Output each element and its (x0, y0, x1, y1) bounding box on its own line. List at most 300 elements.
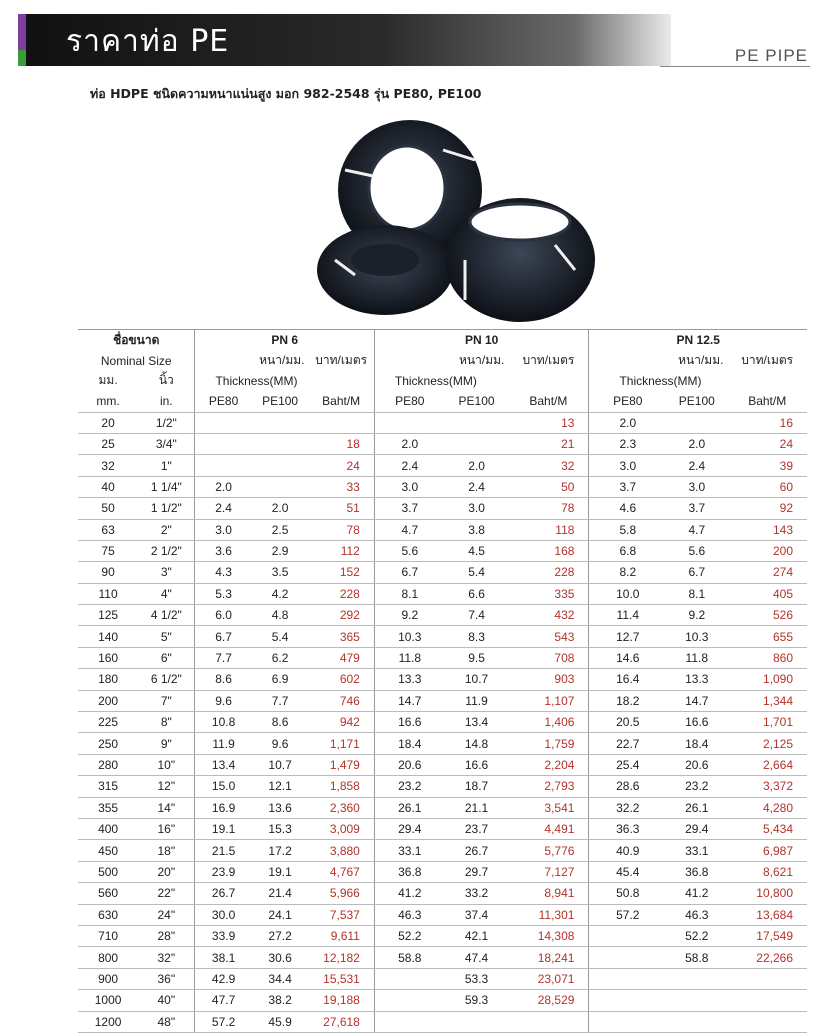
pn10-pe80-cell: 13.3 (374, 669, 444, 690)
pn125-pe100-cell: 52.2 (666, 925, 727, 946)
pn6-pe100-cell (252, 476, 309, 497)
pn10-pe80-cell: 46.3 (374, 904, 444, 925)
pn6-price-cell: 3,880 (308, 840, 374, 861)
size-inch-cell: 20" (138, 861, 195, 882)
pn10-price-cell: 1,107 (508, 690, 589, 711)
pn6-pe100-cell: 2.5 (252, 519, 309, 540)
pn6-price-cell: 2,360 (308, 797, 374, 818)
pn10-price-cell: 3,541 (508, 797, 589, 818)
thickness-header-en: Thickness(MM) (589, 371, 807, 391)
pn10-price-cell: 432 (508, 605, 589, 626)
pn125-pe80-cell: 36.3 (589, 818, 666, 839)
pn10-pe100-cell: 5.4 (445, 562, 509, 583)
pn10-pe100-cell (445, 1011, 509, 1032)
pn125-price-cell: 24 (727, 433, 807, 454)
pn6-pe80-cell (195, 455, 252, 476)
table-row (78, 968, 807, 989)
pn10-price-cell: 335 (508, 583, 589, 604)
pn10-pe100-cell: 3.0 (445, 498, 509, 519)
size-mm-cell: 140 (78, 626, 138, 647)
table-row (78, 840, 807, 861)
pn10-price-cell: 4,491 (508, 818, 589, 839)
size-inch-cell: 9" (138, 733, 195, 754)
header-divider (660, 66, 810, 67)
table-row (78, 754, 807, 775)
pn125-pe80-cell: 20.5 (589, 712, 666, 733)
pn10-pe100-cell: 2.0 (445, 455, 509, 476)
pn125-pe80-cell (589, 1011, 666, 1032)
size-mm-cell: 900 (78, 968, 138, 989)
table-row (78, 476, 807, 497)
pn10-price-cell: 50 (508, 476, 589, 497)
pe80-header: PE80 (589, 391, 666, 412)
size-inch-cell: 6 1/2" (138, 669, 195, 690)
pn10-price-cell: 168 (508, 540, 589, 561)
pn10-pe80-cell: 52.2 (374, 925, 444, 946)
size-mm-cell: 630 (78, 904, 138, 925)
pe100-header: PE100 (252, 391, 309, 412)
pn10-pe80-cell: 3.0 (374, 476, 444, 497)
pn10-price-cell: 903 (508, 669, 589, 690)
pn10-pe100-cell: 16.6 (445, 754, 509, 775)
pn125-price-cell: 1,701 (727, 712, 807, 733)
table-row (78, 583, 807, 604)
pn125-pe100-cell: 6.7 (666, 562, 727, 583)
pn6-pe100-cell: 24.1 (252, 904, 309, 925)
table-row (78, 990, 807, 1011)
pn125-price-cell: 8,621 (727, 861, 807, 882)
pn10-pe100-cell (445, 412, 509, 433)
pn10-pe100-cell: 53.3 (445, 968, 509, 989)
pn6-pe100-cell: 15.3 (252, 818, 309, 839)
pn10-pe80-cell: 26.1 (374, 797, 444, 818)
pn10-pe80-cell: 14.7 (374, 690, 444, 711)
size-header-en: Nominal Size (100, 353, 172, 368)
size-inch-cell: 24" (138, 904, 195, 925)
size-mm-cell: 450 (78, 840, 138, 861)
pn10-pe100-cell: 21.1 (445, 797, 509, 818)
pn125-price-cell: 10,800 (727, 883, 807, 904)
table-row (78, 669, 807, 690)
pn6-price-cell: 942 (308, 712, 374, 733)
pn10-pe100-cell: 4.5 (445, 540, 509, 561)
pn10-price-cell: 14,308 (508, 925, 589, 946)
pn6-pe80-cell: 3.0 (195, 519, 252, 540)
pn6-pe80-cell: 23.9 (195, 861, 252, 882)
pn125-pe80-cell: 6.8 (589, 540, 666, 561)
header-accent-stripe (18, 50, 26, 66)
size-inch-cell: 3/4" (138, 433, 195, 454)
pn125-price-cell: 6,987 (727, 840, 807, 861)
pn10-pe80-cell (374, 968, 444, 989)
pn10-price-cell: 118 (508, 519, 589, 540)
size-mm-cell: 250 (78, 733, 138, 754)
pn125-pe80-cell: 57.2 (589, 904, 666, 925)
pn125-pe80-cell: 12.7 (589, 626, 666, 647)
pn10-pe80-cell: 3.7 (374, 498, 444, 519)
pn125-pe100-cell: 2.4 (666, 455, 727, 476)
pn10-pe80-cell: 36.8 (374, 861, 444, 882)
pn10-pe100-cell: 8.3 (445, 626, 509, 647)
baht-header: Baht/M (508, 391, 589, 412)
pn125-pe100-cell: 4.7 (666, 519, 727, 540)
pn125-price-cell (727, 990, 807, 1011)
pn10-pe80-cell: 6.7 (374, 562, 444, 583)
pn10-pe100-cell: 42.1 (445, 925, 509, 946)
size-inch-cell: 16" (138, 818, 195, 839)
thickness-header-en: Thickness(MM) (374, 371, 589, 391)
size-mm-cell: 315 (78, 776, 138, 797)
pn6-price-cell: 479 (308, 647, 374, 668)
pn125-price-cell: 4,280 (727, 797, 807, 818)
pn125-pe100-cell (666, 1011, 727, 1032)
pn6-pe80-cell: 4.3 (195, 562, 252, 583)
table-row (78, 883, 807, 904)
table-row (78, 861, 807, 882)
pn10-price-cell: 708 (508, 647, 589, 668)
pn6-pe80-cell: 15.0 (195, 776, 252, 797)
pn10-pe80-cell: 10.3 (374, 626, 444, 647)
pn125-pe80-cell: 3.0 (589, 455, 666, 476)
pn10-pe100-cell: 47.4 (445, 947, 509, 968)
pn125-pe100-cell: 23.2 (666, 776, 727, 797)
table-row (78, 562, 807, 583)
size-mm-cell: 560 (78, 883, 138, 904)
pn6-pe100-cell: 7.7 (252, 690, 309, 711)
size-inch-cell: 48" (138, 1011, 195, 1032)
pn10-pe100-cell: 26.7 (445, 840, 509, 861)
pn125-pe100-cell (666, 990, 727, 1011)
pn125-pe100-cell: 13.3 (666, 669, 727, 690)
size-mm-cell: 125 (78, 605, 138, 626)
pn10-pe100-cell: 13.4 (445, 712, 509, 733)
pn6-price-cell (308, 412, 374, 433)
pn6-pe80-cell: 13.4 (195, 754, 252, 775)
pn125-pe100-cell: 20.6 (666, 754, 727, 775)
pn125-pe80-cell: 5.8 (589, 519, 666, 540)
pn6-pe100-cell: 4.2 (252, 583, 309, 604)
size-inch-cell: 1/2" (138, 412, 195, 433)
pn125-price-cell: 655 (727, 626, 807, 647)
pn125-pe80-cell: 40.9 (589, 840, 666, 861)
pn125-pe100-cell: 3.0 (666, 476, 727, 497)
pn6-pe100-cell: 8.6 (252, 712, 309, 733)
pn125-pe100-cell: 5.6 (666, 540, 727, 561)
pn6-pe80-cell: 2.0 (195, 476, 252, 497)
pn10-price-cell: 21 (508, 433, 589, 454)
size-header-th: ชื่อขนาด (78, 330, 195, 351)
pn10-price-cell: 228 (508, 562, 589, 583)
pn6-pe80-cell: 42.9 (195, 968, 252, 989)
size-mm-cell: 75 (78, 540, 138, 561)
pn125-pe100-cell: 26.1 (666, 797, 727, 818)
pn6-price-cell: 152 (308, 562, 374, 583)
pn125-pe80-cell: 11.4 (589, 605, 666, 626)
size-inch-cell: 22" (138, 883, 195, 904)
size-mm-cell: 160 (78, 647, 138, 668)
pn125-pe80-cell: 10.0 (589, 583, 666, 604)
size-inch-cell: 5" (138, 626, 195, 647)
size-mm-cell: 20 (78, 412, 138, 433)
pn6-pe100-cell: 17.2 (252, 840, 309, 861)
price-table (78, 329, 807, 1033)
pn6-pe80-cell: 16.9 (195, 797, 252, 818)
size-mm-cell: 710 (78, 925, 138, 946)
pn10-pe100-cell: 11.9 (445, 690, 509, 711)
pn6-pe100-cell (252, 433, 309, 454)
pn10-pe80-cell: 2.4 (374, 455, 444, 476)
pn6-pe100-cell (252, 455, 309, 476)
size-inch-cell: 40" (138, 990, 195, 1011)
group-name: PN 10 (374, 330, 589, 351)
pn6-price-cell: 12,182 (308, 947, 374, 968)
size-inch-cell: 2" (138, 519, 195, 540)
pn6-price-cell: 1,479 (308, 754, 374, 775)
pipe-coils-image (315, 110, 595, 325)
pn125-price-cell: 405 (727, 583, 807, 604)
table-row (78, 925, 807, 946)
pn125-price-cell: 39 (727, 455, 807, 476)
size-inch-cell: 1" (138, 455, 195, 476)
pn125-pe80-cell: 28.6 (589, 776, 666, 797)
pn10-pe100-cell: 23.7 (445, 818, 509, 839)
pn10-pe100-cell: 29.7 (445, 861, 509, 882)
pn10-price-cell (508, 1011, 589, 1032)
pn10-pe80-cell: 33.1 (374, 840, 444, 861)
size-mm-cell: 1200 (78, 1011, 138, 1032)
pn10-pe100-cell: 3.8 (445, 519, 509, 540)
pn10-pe80-cell: 23.2 (374, 776, 444, 797)
pn125-price-cell: 274 (727, 562, 807, 583)
pn6-price-cell: 7,537 (308, 904, 374, 925)
size-inch-cell: 3" (138, 562, 195, 583)
pn10-pe80-cell: 29.4 (374, 818, 444, 839)
pn125-pe80-cell: 18.2 (589, 690, 666, 711)
price-header-th: บาท/เมตร (741, 353, 794, 368)
pn6-pe80-cell: 5.3 (195, 583, 252, 604)
pn6-price-cell: 9,611 (308, 925, 374, 946)
size-inch-cell: 1 1/2" (138, 498, 195, 519)
thickness-header-en: Thickness(MM) (195, 371, 374, 391)
pn6-pe80-cell: 38.1 (195, 947, 252, 968)
pn125-price-cell: 60 (727, 476, 807, 497)
pn10-pe80-cell: 20.6 (374, 754, 444, 775)
pn6-pe80-cell: 21.5 (195, 840, 252, 861)
table-row (78, 540, 807, 561)
pn6-pe80-cell: 57.2 (195, 1011, 252, 1032)
pn10-pe80-cell: 41.2 (374, 883, 444, 904)
pn125-pe80-cell: 25.4 (589, 754, 666, 775)
table-row (78, 712, 807, 733)
table-row (78, 776, 807, 797)
pn125-pe80-cell: 32.2 (589, 797, 666, 818)
pn125-price-cell: 3,372 (727, 776, 807, 797)
pn6-pe80-cell: 26.7 (195, 883, 252, 904)
pn10-pe80-cell: 5.6 (374, 540, 444, 561)
pn125-price-cell: 17,549 (727, 925, 807, 946)
pn6-price-cell: 365 (308, 626, 374, 647)
pn6-price-cell: 5,966 (308, 883, 374, 904)
pn125-pe100-cell: 33.1 (666, 840, 727, 861)
table-row (78, 433, 807, 454)
pn125-pe100-cell: 36.8 (666, 861, 727, 882)
pn125-pe100-cell: 41.2 (666, 883, 727, 904)
thickness-header-th: หนา/มม. (589, 350, 728, 370)
table-row (78, 690, 807, 711)
table-row (78, 797, 807, 818)
pn6-pe80-cell: 33.9 (195, 925, 252, 946)
pe80-header: PE80 (374, 391, 444, 412)
pn10-price-cell: 2,793 (508, 776, 589, 797)
pn10-pe80-cell: 2.0 (374, 433, 444, 454)
pn6-pe100-cell: 6.2 (252, 647, 309, 668)
pn125-pe80-cell: 8.2 (589, 562, 666, 583)
pn6-pe80-cell: 11.9 (195, 733, 252, 754)
pn10-price-cell: 8,941 (508, 883, 589, 904)
size-inch-cell: 28" (138, 925, 195, 946)
pn6-pe80-cell: 6.0 (195, 605, 252, 626)
size-inch-cell: 7" (138, 690, 195, 711)
pn125-pe80-cell (589, 925, 666, 946)
pn125-price-cell: 13,684 (727, 904, 807, 925)
pe100-header: PE100 (666, 391, 727, 412)
pn10-pe100-cell: 2.4 (445, 476, 509, 497)
pn6-price-cell: 24 (308, 455, 374, 476)
inch-header-th: นิ้ว (158, 373, 174, 388)
pn125-pe80-cell (589, 947, 666, 968)
pn125-price-cell: 92 (727, 498, 807, 519)
pn6-pe100-cell: 3.5 (252, 562, 309, 583)
pn6-pe100-cell: 4.8 (252, 605, 309, 626)
pn6-pe100-cell: 21.4 (252, 883, 309, 904)
baht-header: Baht/M (308, 391, 374, 412)
pn6-price-cell: 4,767 (308, 861, 374, 882)
pn10-pe100-cell: 59.3 (445, 990, 509, 1011)
size-mm-cell: 400 (78, 818, 138, 839)
pn6-price-cell: 602 (308, 669, 374, 690)
pn125-price-cell: 22,266 (727, 947, 807, 968)
pe80-header: PE80 (195, 391, 252, 412)
pn125-pe100-cell (666, 968, 727, 989)
pn125-pe80-cell: 45.4 (589, 861, 666, 882)
thickness-header-th: หนา/มม. (374, 350, 508, 370)
pn10-pe80-cell (374, 412, 444, 433)
pn125-price-cell (727, 1011, 807, 1032)
pn6-pe100-cell: 9.6 (252, 733, 309, 754)
mm-header-th: มม. (98, 373, 118, 388)
pn10-price-cell: 1,406 (508, 712, 589, 733)
header-right-label: PE PIPE (734, 46, 808, 65)
size-mm-cell: 40 (78, 476, 138, 497)
pn125-price-cell: 526 (727, 605, 807, 626)
pn6-pe100-cell: 30.6 (252, 947, 309, 968)
pn10-pe80-cell: 9.2 (374, 605, 444, 626)
size-inch-cell: 10" (138, 754, 195, 775)
pn6-pe100-cell: 34.4 (252, 968, 309, 989)
pn10-price-cell: 1,759 (508, 733, 589, 754)
pn6-price-cell: 746 (308, 690, 374, 711)
pn10-pe80-cell: 18.4 (374, 733, 444, 754)
pn6-pe80-cell: 7.7 (195, 647, 252, 668)
pn125-price-cell: 860 (727, 647, 807, 668)
pn10-pe100-cell: 10.7 (445, 669, 509, 690)
size-mm-cell: 25 (78, 433, 138, 454)
pn6-pe80-cell (195, 433, 252, 454)
pn6-price-cell: 15,531 (308, 968, 374, 989)
pn6-pe100-cell: 13.6 (252, 797, 309, 818)
pn125-pe100-cell: 11.8 (666, 647, 727, 668)
pn6-price-cell: 1,171 (308, 733, 374, 754)
table-row (78, 647, 807, 668)
pn10-price-cell: 5,776 (508, 840, 589, 861)
size-inch-cell: 18" (138, 840, 195, 861)
pn125-pe100-cell: 14.7 (666, 690, 727, 711)
pn6-price-cell: 3,009 (308, 818, 374, 839)
price-header-th: บาท/เมตร (315, 353, 368, 368)
pn125-price-cell: 5,434 (727, 818, 807, 839)
pn6-pe80-cell: 6.7 (195, 626, 252, 647)
group-name: PN 6 (195, 330, 374, 351)
pn125-pe100-cell: 10.3 (666, 626, 727, 647)
table-row (78, 498, 807, 519)
pn125-price-cell: 16 (727, 412, 807, 433)
size-inch-cell: 8" (138, 712, 195, 733)
table-row (78, 519, 807, 540)
pn6-pe80-cell (195, 412, 252, 433)
pn125-price-cell: 2,125 (727, 733, 807, 754)
size-mm-cell: 200 (78, 690, 138, 711)
pn6-price-cell: 18 (308, 433, 374, 454)
pn125-price-cell: 200 (727, 540, 807, 561)
group-name: PN 12.5 (589, 330, 807, 351)
pn10-price-cell: 18,241 (508, 947, 589, 968)
pn125-pe100-cell: 2.0 (666, 433, 727, 454)
pn10-pe100-cell (445, 433, 509, 454)
pn6-pe100-cell: 5.4 (252, 626, 309, 647)
table-row (78, 605, 807, 626)
pn125-price-cell (727, 968, 807, 989)
size-inch-cell: 2 1/2" (138, 540, 195, 561)
pn6-price-cell: 19,188 (308, 990, 374, 1011)
pn6-price-cell: 27,618 (308, 1011, 374, 1032)
size-mm-cell: 180 (78, 669, 138, 690)
pn6-price-cell: 292 (308, 605, 374, 626)
pn10-pe100-cell: 6.6 (445, 583, 509, 604)
size-mm-cell: 1000 (78, 990, 138, 1011)
size-mm-cell: 800 (78, 947, 138, 968)
pn6-pe100-cell: 10.7 (252, 754, 309, 775)
size-mm-cell: 110 (78, 583, 138, 604)
pn6-pe100-cell: 27.2 (252, 925, 309, 946)
pn6-price-cell: 112 (308, 540, 374, 561)
pn6-pe100-cell: 45.9 (252, 1011, 309, 1032)
size-mm-cell: 355 (78, 797, 138, 818)
pn10-pe100-cell: 18.7 (445, 776, 509, 797)
size-inch-cell: 6" (138, 647, 195, 668)
table-row (78, 626, 807, 647)
pn6-pe80-cell: 9.6 (195, 690, 252, 711)
price-header-th: บาท/เมตร (522, 353, 575, 368)
pn6-pe100-cell: 2.0 (252, 498, 309, 519)
pn10-pe80-cell (374, 990, 444, 1011)
mm-header-en: mm. (78, 391, 138, 412)
size-mm-cell: 500 (78, 861, 138, 882)
pn125-pe80-cell: 16.4 (589, 669, 666, 690)
pn6-pe100-cell: 12.1 (252, 776, 309, 797)
pn125-pe80-cell (589, 968, 666, 989)
pn125-pe100-cell (666, 412, 727, 433)
table-row (78, 947, 807, 968)
